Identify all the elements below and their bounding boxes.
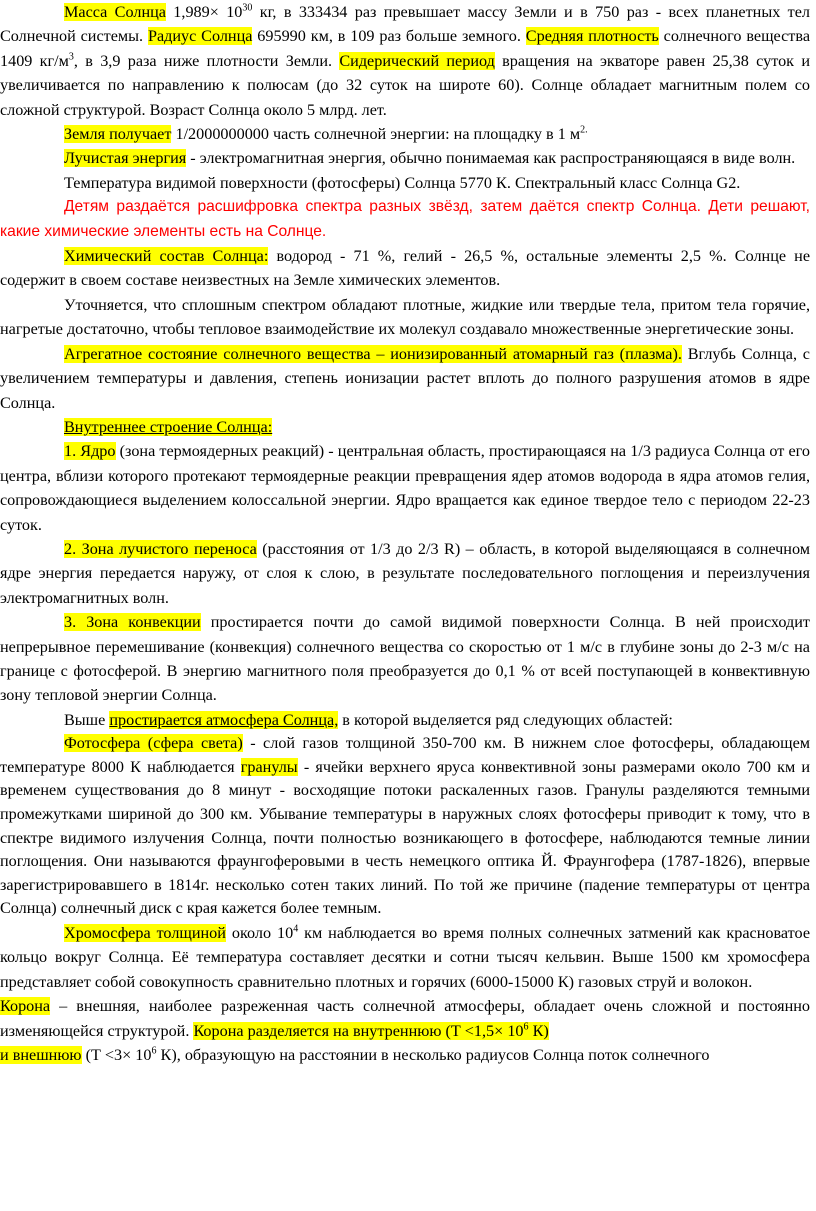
highlight-photosphere: Фотосфера (сфера света) bbox=[64, 734, 243, 753]
text: водород - 71 %, гелий - 26,5 %, остальные элементы 2,5 %. Солнце не содержит в своем составе неизвестных на Земле химических элементов. bbox=[0, 247, 811, 290]
highlight-radiative-zone: 2. Зона лучистого переноса bbox=[64, 539, 257, 558]
paragraph-mass bbox=[0, 0, 810, 122]
highlight-corona: Корона bbox=[0, 997, 51, 1016]
paragraph-corona-outer bbox=[0, 1043, 810, 1067]
paragraph-teacher-note bbox=[0, 195, 810, 244]
text: 1,989× 10 bbox=[165, 3, 243, 21]
highlight-earth-receives: Земля получает bbox=[64, 125, 172, 144]
text: - слой газов толщиной 350-700 км. В нижнем слое фотосферы, обладающем температуре 8000 К наблюдается bbox=[0, 734, 811, 776]
text: км наблюдается во время полных солнечных затмений как красноватое кольцо вокруг Солнца. Её температура составляет десятки и сотни тысяч кельвин. Выше 1500 км хромосфера представляет собой совокупность сравнительно плотных и горячих (6000-15000 К) газовых струй и волокон. bbox=[0, 923, 811, 991]
superscript: 30 bbox=[242, 2, 253, 14]
text: К), образующую на расстоянии в несколько радиусов Солнца поток солнечного bbox=[156, 1045, 710, 1064]
highlight-corona-outer: и внешнюю bbox=[0, 1045, 82, 1064]
text: Температура видимой поверхности (фотосферы) Солнца 5770 К. Спектральный класс Солнца G2. bbox=[64, 173, 741, 192]
text: (зона термоядерных реакций) - центральная область, простирающаяся на 1/3 радиуса Солнца от его центра, вблизи которого протекают термоядерные реакции превращения ядер атомов водорода в ядра атомов гелия, сопровождающиеся выделением колоссальной энергии. Ядро вращается как единое твердое тело с периодом 22-23 суток. bbox=[0, 442, 810, 534]
text: в которой выделяется ряд следующих областей: bbox=[338, 710, 673, 729]
paragraph-radiant-energy bbox=[0, 146, 810, 170]
superscript: 4 bbox=[293, 923, 299, 935]
text: вращения на экваторе равен 25,38 суток и увеличивается по направлению к полюсам (до 32 суток на широте 60). Солнце обладает магнитным полем со сложной структурой. Возраст Солнца около 5 млрд. лет. bbox=[0, 51, 811, 119]
paragraph-corona bbox=[0, 994, 810, 1043]
highlight-chromosphere: Хромосфера толщиной bbox=[64, 923, 226, 942]
highlight-radiant-energy: Лучистая энергия bbox=[64, 149, 187, 168]
text: около 10 bbox=[225, 923, 294, 942]
paragraph-radiative-zone bbox=[0, 537, 810, 610]
paragraph-core bbox=[0, 439, 810, 537]
text: Вглубь Солнца, с увеличением температуры и давления, степень ионизации растет вплоть до полного разрушения атомов в ядре Солнца. bbox=[0, 344, 810, 412]
highlight-sidereal-period: Сидерический период bbox=[339, 51, 495, 70]
highlight-composition: Химический состав Солнца: bbox=[64, 247, 269, 266]
paragraph-internal-structure bbox=[0, 415, 810, 439]
text: - ячейки верхнего яруса конвективной зоны размерами около 700 км и временем существования до 8 минут - восходящие потоки раскаленных газов. Гранулы разделяются темными промежутками шириной до 300 км. Убывание температуры в наружных слоях фотосферы приводит к тому, что в спектре видимого излучения Солнца, почти полностью возникающего в фотосфере, наблюдаются темные линии поглощения. Они называются фраунгоферовыми в честь немецкого оптика Й. Фраунгофера (1787-1826), впервые зарегистрировавшего в 1814г. несколько сотен таких линий. По той же причине (падение температуры от центра Солнца) солнечный диск с края кажется более темным. bbox=[0, 757, 810, 918]
superscript: 2. bbox=[580, 124, 588, 136]
paragraph-temperature bbox=[0, 171, 810, 195]
highlight-atmosphere: простирается атмосфера Солнца, bbox=[109, 710, 339, 729]
text: солнечного вещества 1409 кг/м bbox=[0, 27, 811, 70]
text: Детям раздаётся расшифровка спектра разных звёзд, затем даётся спектр Солнца. Дети решают, какие химические элементы есть на Солнце. bbox=[0, 198, 810, 240]
highlight-granules: гранулы bbox=[240, 757, 298, 776]
text: - электромагнитная энергия, обычно понимаемая как распространяющаяся в виде волн. bbox=[186, 149, 796, 168]
text: 695990 км, в 109 раз больше земного. bbox=[252, 27, 526, 46]
paragraph-aggregate-state bbox=[0, 342, 810, 415]
paragraph-continuous-spectrum bbox=[0, 293, 810, 342]
text: , в 3,9 раза ниже плотности Земли. bbox=[73, 51, 340, 70]
text: кг, в 333434 раз превышает массу Земли и в 750 раз - всех планетных тел Солнечной системы. bbox=[0, 3, 810, 46]
paragraph-atmosphere bbox=[0, 708, 810, 732]
highlight-internal-structure: Внутреннее строение Солнца: bbox=[64, 417, 273, 436]
superscript: 3 bbox=[68, 51, 74, 63]
highlight-aggregate-state: Агрегатное состояние солнечного вещества – ионизированный атомарный газ (плазма). bbox=[64, 344, 682, 363]
highlight-mass: Масса Солнца bbox=[64, 3, 166, 21]
text: Корона разделяется на внутреннюю (Т <1,5× 10 bbox=[193, 1021, 524, 1040]
text: К) bbox=[528, 1021, 549, 1040]
superscript: 6 bbox=[151, 1045, 157, 1057]
text: 1/2000000000 часть солнечной энергии: на площадку в 1 м bbox=[171, 125, 581, 144]
highlight-density: Средняя плотность bbox=[525, 27, 659, 46]
text: Уточняется, что сплошным спектром обладают плотные, жидкие или твердые тела, притом тела горячие, нагретые достаточно, чтобы тепловое взаимодействие их молекул создавало множественные энергетические зоны. bbox=[0, 295, 810, 339]
superscript: 6 bbox=[523, 1021, 529, 1033]
paragraph-photosphere bbox=[0, 732, 810, 921]
highlight-core: 1. Ядро bbox=[64, 442, 116, 461]
paragraph-chromosphere bbox=[0, 921, 810, 994]
paragraph-convection-zone bbox=[0, 610, 810, 708]
paragraph-composition bbox=[0, 244, 810, 293]
text: (расстояния от 1/3 до 2/3 R) – область, в которой выделяющаяся в солнечном ядре энергия передается наружу, от слоя к слою, в результате последовательного поглощения и переизлучения электромагнитных волн. bbox=[0, 539, 810, 607]
text: простирается почти до самой видимой поверхности Солнца. В ней происходит непрерывное перемешивание (конвекция) солнечного вещества со скоростью от 1 м/с в глубине зоны до 2-3 м/с на границе с фотосферой. В энергию магнитного поля преобразуется до 0,1 % от всей поступающей в конвективную зону тепловой энергии Солнца. bbox=[0, 613, 810, 705]
highlight-radius: Радиус Солнца bbox=[147, 27, 253, 46]
text: (Т <3× 10 bbox=[81, 1045, 152, 1064]
text: – внешняя, наиболее разреженная часть солнечной атмосферы, обладает очень сложной и постоянно изменяющейся структурой. bbox=[0, 997, 810, 1040]
paragraph-earth-energy bbox=[0, 122, 810, 146]
highlight-corona-inner bbox=[193, 1022, 548, 1040]
highlight-convection-zone: 3. Зона конвекции bbox=[64, 613, 201, 632]
text: Выше bbox=[64, 710, 110, 729]
